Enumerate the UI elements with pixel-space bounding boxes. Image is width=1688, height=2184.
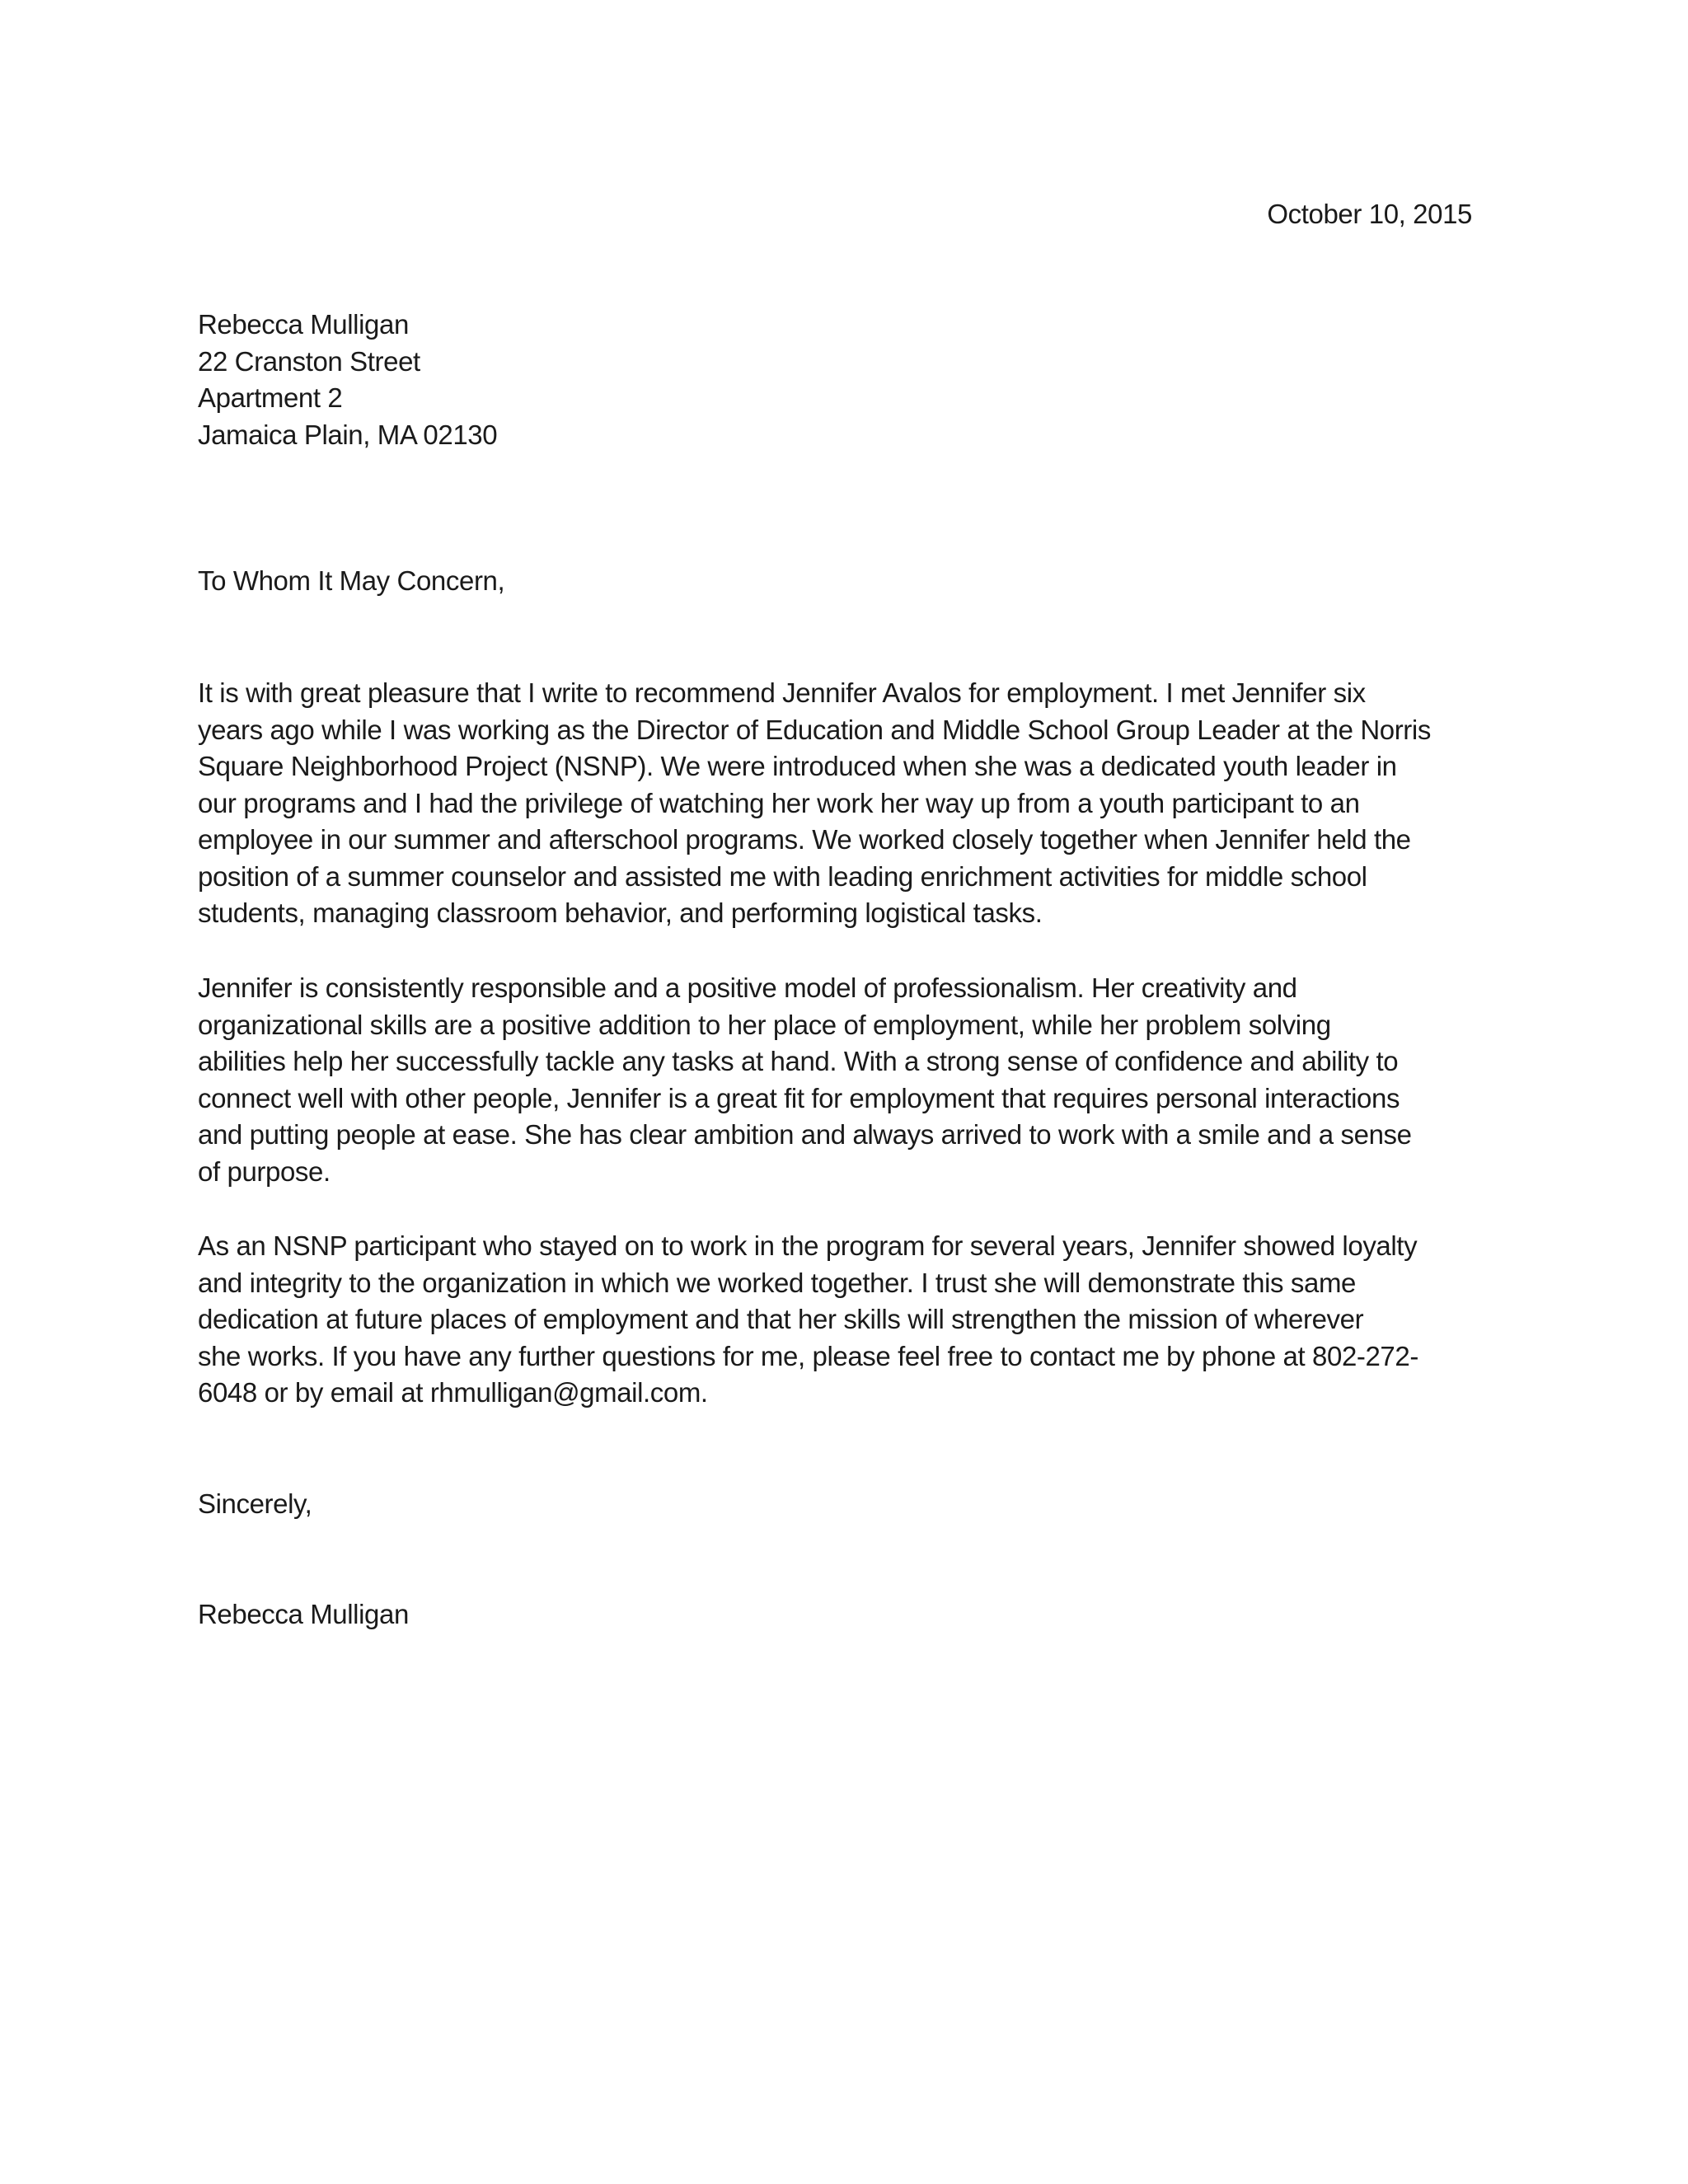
- paragraph-line: position of a summer counselor and assisted me with leading enrichment activities for middle school: [198, 860, 1367, 892]
- paragraph-line: As an NSNP participant who stayed on to work in the program for several years, Jennifer showed loyalty: [198, 1230, 1418, 1261]
- address-line-street: 22 Cranston Street: [198, 345, 420, 377]
- paragraph-line: Jennifer is consistently responsible and a positive model of professionalism. Her creativity and: [198, 972, 1297, 1003]
- body-paragraph-3: [198, 1228, 1492, 1412]
- paragraph-line: and integrity to the organization in which we worked together. I trust she will demonstrate this same: [198, 1267, 1357, 1298]
- paragraph-line: Square Neighborhood Project (NSNP). We were introduced when she was a dedicated youth leader in: [198, 751, 1397, 781]
- address-line-city: Jamaica Plain, MA 02130: [198, 419, 498, 450]
- paragraph-line: dedication at future places of employment and that her skills will strengthen the mission of wherever: [198, 1304, 1364, 1334]
- paragraph-line: organizational skills are a positive addition to her place of employment, while her problem solving: [198, 1009, 1331, 1040]
- paragraph-line: years ago while I was working as the Director of Education and Middle School Group Leader at the Norris: [198, 714, 1431, 745]
- letter-date: October 10, 2015: [1267, 199, 1472, 229]
- paragraph-line: It is with great pleasure that I write to recommend Jennifer Avalos for employment. I met Jennifer six: [198, 677, 1366, 708]
- address-line-name: Rebecca Mulligan: [198, 309, 409, 340]
- paragraph-line: students, managing classroom behavior, and performing logistical tasks.: [198, 898, 1043, 928]
- body-paragraph-1: [198, 675, 1492, 932]
- paragraph-line: our programs and I had the privilege of watching her work her way up from a youth participant to an: [198, 787, 1360, 818]
- paragraph-line: abilities help her successfully tackle any tasks at hand. With a strong sense of confidence and ability to: [198, 1046, 1399, 1076]
- paragraph-line: of purpose.: [198, 1155, 331, 1187]
- body-paragraph-2: [198, 970, 1492, 1190]
- closing: Sincerely,: [198, 1488, 312, 1519]
- salutation: To Whom It May Concern,: [198, 565, 505, 596]
- paragraph-line: she works. If you have any further questions for me, please feel free to contact me by phone at 802-272-: [198, 1340, 1418, 1371]
- paragraph-line: 6048 or by email at rhmulligan@gmail.com.: [198, 1377, 708, 1408]
- paragraph-line: employee in our summer and afterschool programs. We worked closely together when Jennifer held the: [198, 824, 1411, 855]
- paragraph-line: and putting people at ease. She has clear ambition and always arrived to work with a smile and a sense: [198, 1119, 1412, 1150]
- recipient-address: [198, 307, 497, 453]
- signature-name: Rebecca Mulligan: [198, 1599, 409, 1629]
- paragraph-line: connect well with other people, Jennifer is a great fit for employment that requires personal interactions: [198, 1082, 1400, 1113]
- address-line-apartment: Apartment 2: [198, 382, 343, 413]
